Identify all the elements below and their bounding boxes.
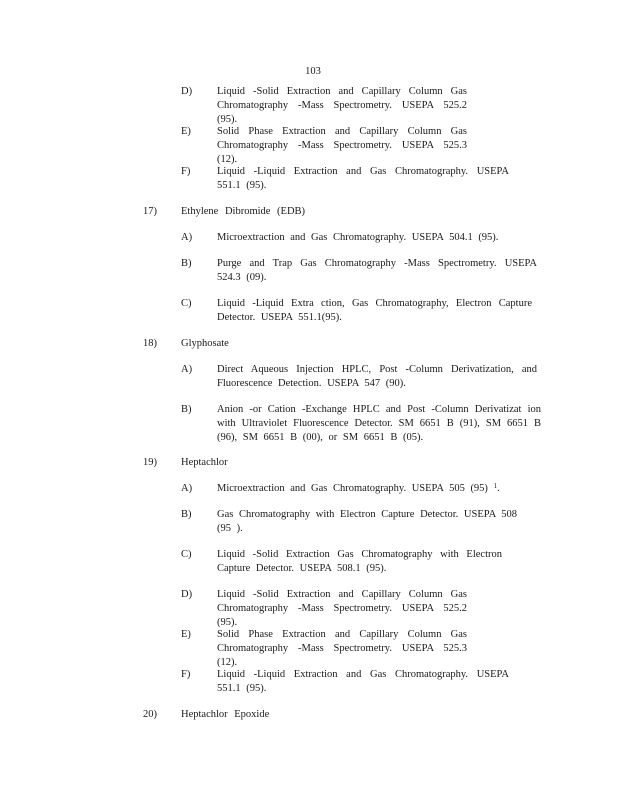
item-number: 18) <box>143 338 157 349</box>
item-number: 17) <box>143 206 157 217</box>
subitem-text: Anion -or Cation -Exchange HPLC and Post -Column Derivatizat ion with Ultraviolet Fluorescence Detector. SM 6651 B (91), SM 6651 B (96), SM 6651 B (00), or SM 6651 B (05). <box>217 404 541 443</box>
subitem-text: Purge and Trap Gas Chromatography -Mass Spectrometry. USEPA 524.3 (09). <box>217 258 537 283</box>
subitem-letter: A) <box>181 232 193 243</box>
subitem-letter: B) <box>181 258 192 269</box>
subitem-text: Liquid -Solid Extraction Gas Chromatography with Electron Capture Detector. USEPA 508.1 (95). <box>217 549 502 574</box>
subitem-text: Gas Chromatography with Electron Capture Detector. USEPA 508 (95 ). <box>217 509 517 534</box>
subitem-text-end: . <box>497 483 500 494</box>
item-title: Heptachlor <box>181 457 228 468</box>
subitem-letter: E) <box>181 629 191 640</box>
subitem-text <box>217 482 527 496</box>
page-number: 103 <box>305 66 321 77</box>
footnote-marker: 1 <box>493 482 498 490</box>
subitem-letter: E) <box>181 126 191 137</box>
subitem-letter: F) <box>181 166 191 177</box>
item-title: Heptachlor Epoxide <box>181 709 270 720</box>
item-number: 20) <box>143 709 157 720</box>
subitem-text: Solid Phase Extraction and Capillary Column Gas Chromatography -Mass Spectrometry. USEPA 525.3 (12). <box>217 629 467 668</box>
subitem-letter: D) <box>181 86 193 97</box>
item-title: Ethylene Dibromide (EDB) <box>181 206 306 217</box>
subitem-text: Liquid -Liquid Extraction and Gas Chromatography. USEPA 551.1 (95). <box>217 166 509 191</box>
subitem-text: Direct Aqueous Injection HPLC, Post -Column Derivatization, and Fluorescence Detection. USEPA 547 (90). <box>217 364 537 389</box>
subitem-letter: C) <box>181 298 192 309</box>
subitem-text: Liquid -Solid Extraction and Capillary Column Gas Chromatography -Mass Spectrometry. USEPA 525.2 (95). <box>217 589 467 628</box>
subitem-text-main: Microextraction and Gas Chromatography. USEPA 505 (95) <box>217 483 488 494</box>
subitem-letter: A) <box>181 364 193 375</box>
subitem-letter: A) <box>181 483 193 494</box>
subitem-text: Solid Phase Extraction and Capillary Column Gas Chromatography -Mass Spectrometry. USEPA 525.3 (12). <box>217 126 467 165</box>
subitem-text: Liquid -Solid Extraction and Capillary Column Gas Chromatography -Mass Spectrometry. USEPA 525.2 (95). <box>217 86 467 125</box>
subitem-letter: C) <box>181 549 192 560</box>
subitem-text: Liquid -Liquid Extraction and Gas Chromatography. USEPA 551.1 (95). <box>217 669 509 694</box>
subitem-text: Microextraction and Gas Chromatography. USEPA 504.1 (95). <box>217 232 499 243</box>
subitem-letter: D) <box>181 589 193 600</box>
subitem-text: Liquid -Liquid Extra ction, Gas Chromatography, Electron Capture Detector. USEPA 551.1(95). <box>217 298 532 323</box>
item-title: Glyphosate <box>181 338 229 349</box>
subitem-letter: B) <box>181 404 192 415</box>
subitem-letter: B) <box>181 509 192 520</box>
subitem-letter: F) <box>181 669 191 680</box>
item-number: 19) <box>143 457 157 468</box>
